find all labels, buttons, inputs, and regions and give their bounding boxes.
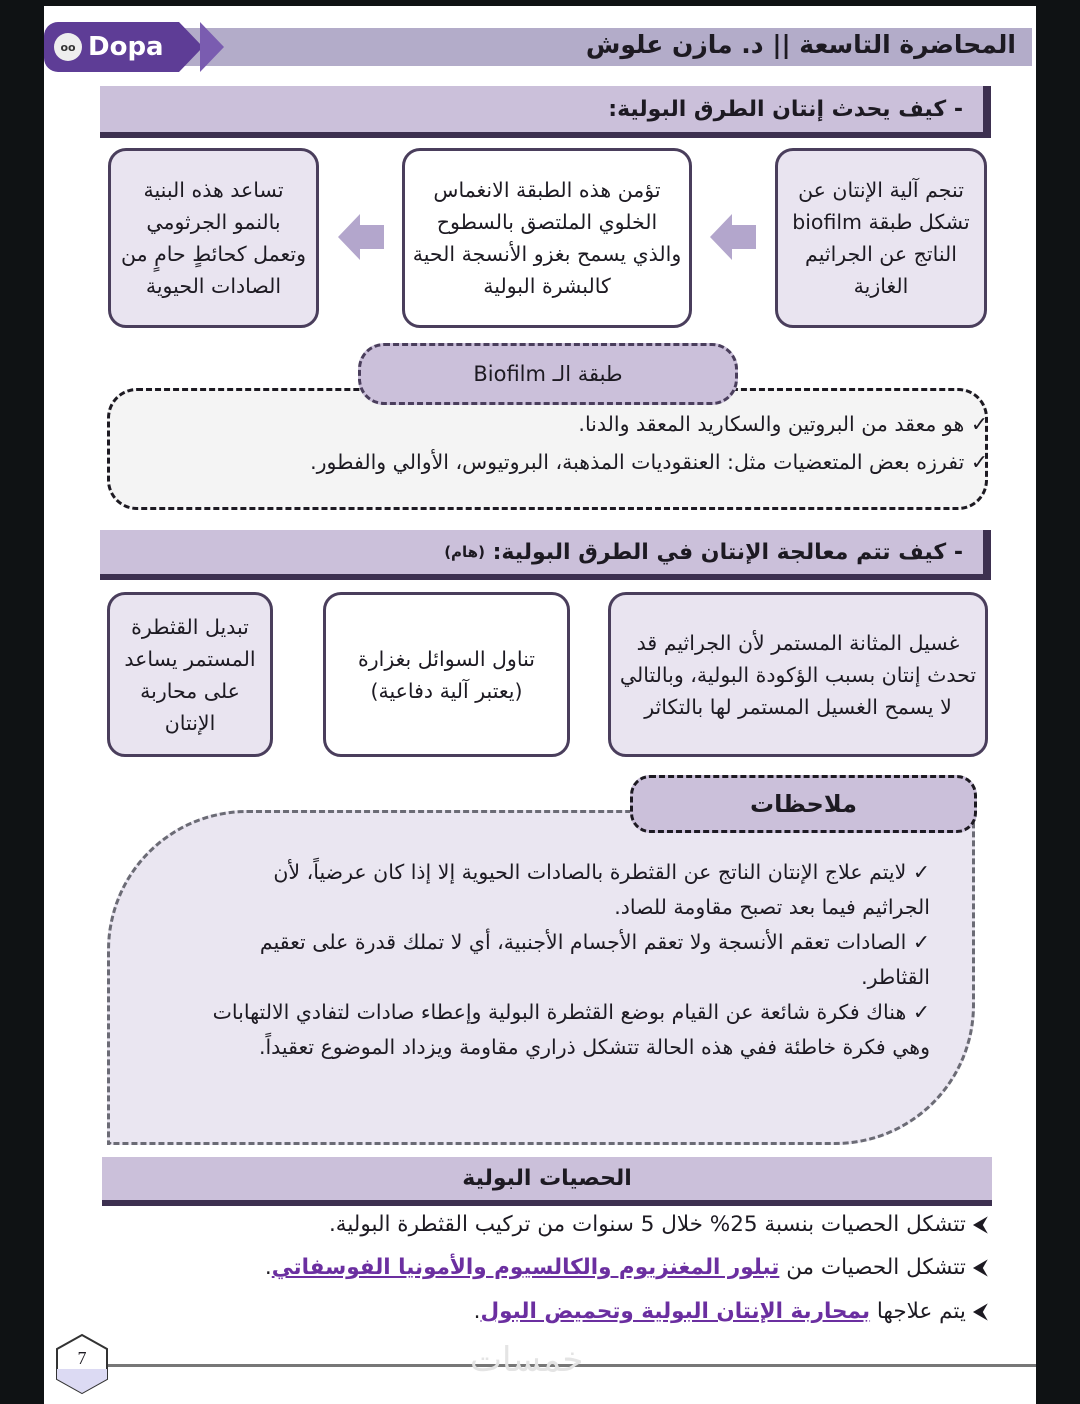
arrow-left-icon bbox=[338, 214, 384, 260]
notes-title: ملاحظات bbox=[630, 775, 977, 833]
glasses-icon: oo bbox=[54, 33, 82, 61]
biofilm-item: ✓ هو معقد من البروتين والسكاريد المعقد والدنا. bbox=[578, 412, 988, 436]
flow-box: تؤمن هذه الطبقة الانغماس الخلوي الملتصق بالسطوح والذي يسمح بغزو الأنسجة الحية كالبشرة البولية bbox=[402, 148, 692, 328]
note-item: ✓ الصادات تعقم الأنسجة ولا تعقم الأجسام الأجنبية، أي لا تملك قدرة على تعقيم القثاطر. bbox=[259, 930, 930, 989]
highlight-link: بمحاربة الإنتان البولية وتحميض البول bbox=[480, 1299, 871, 1324]
treatment-box: غسيل المثانة المستمر لأن الجراثيم قد تحدث إنتان بسبب الؤكودة البولية، وبالتالي لا يسمح الغسيل المستمر لها بالتكاثر bbox=[608, 592, 988, 757]
section-heading bbox=[100, 86, 991, 138]
page-number: 7 bbox=[77, 1348, 87, 1368]
stones-item: ⮜ تتشكل الحصيات من تبلور المغنزيوم والكالسيوم والأمونيا الفوسفاتي. bbox=[264, 1255, 988, 1280]
note-item: ✓ لايتم علاج الإنتان الناتج عن القثطرة بالصادات الحيوية إلا إذا كان عرضياً، لأن الجراثيم فيما بعد تصبح مقاومة للصاد. bbox=[273, 860, 930, 919]
biofilm-title: طبقة الـ Biofilm bbox=[358, 343, 738, 405]
section-title: - كيف تتم معالجة الإنتان في الطرق البولية: bbox=[492, 539, 963, 565]
important-tag: (هام) bbox=[444, 543, 485, 561]
note-item: ✓ هناك فكرة شائعة عن القيام بوضع القثطرة البولية وإعطاء صادات لتفادي الالتهابات وهي فكرة خاطئة ففي هذه الحالة تتشكل ذراري مقاومة ويزداد الموضوع تعقيداً. bbox=[212, 1000, 930, 1059]
lecture-title: المحاضرة التاسعة || د. مازن علوش bbox=[585, 30, 1016, 59]
flow-box: تنجم آلية الإنتان عن تشكل طبقة biofilm الناتج عن الجراثيم الغازية bbox=[775, 148, 987, 328]
section-title: - كيف يحدث إنتان الطرق البولية: bbox=[608, 96, 963, 122]
chevron-icon bbox=[200, 22, 224, 72]
logo-text: Dopa bbox=[88, 32, 164, 62]
stones-item: ⮜ يتم علاجها بمحاربة الإنتان البولية وتحميض البول. bbox=[473, 1299, 988, 1324]
logo bbox=[44, 22, 179, 72]
biofilm-item: ✓ تفرزه بعض المتعضيات مثل: العنقوديات المذهبة، البروتيوس، الأوالي والفطور. bbox=[310, 450, 988, 474]
section-heading bbox=[102, 1157, 992, 1206]
highlight-link: تبلور المغنزيوم والكالسيوم والأمونيا الفوسفاتي bbox=[271, 1255, 780, 1280]
arrow-left-icon bbox=[710, 214, 756, 260]
section-title: الحصيات البولية bbox=[462, 1166, 632, 1191]
treatment-box: تبديل القثطرة المستمر يساعد على محاربة الإنتان bbox=[107, 592, 273, 757]
stones-item: ⮜ تتشكل الحصيات بنسبة 25% خلال 5 سنوات من تركيب القثطرة البولية. bbox=[328, 1212, 988, 1237]
treatment-box: تناول السوائل بغزارة (يعتبر آلية دفاعية) bbox=[323, 592, 570, 757]
section-heading bbox=[100, 530, 991, 580]
watermark: خمسات bbox=[470, 1340, 584, 1380]
flow-box: تساعد هذه البنية بالنمو الجرثومي وتعمل كحائطٍ حامٍ من الصادات الحيوية bbox=[108, 148, 319, 328]
